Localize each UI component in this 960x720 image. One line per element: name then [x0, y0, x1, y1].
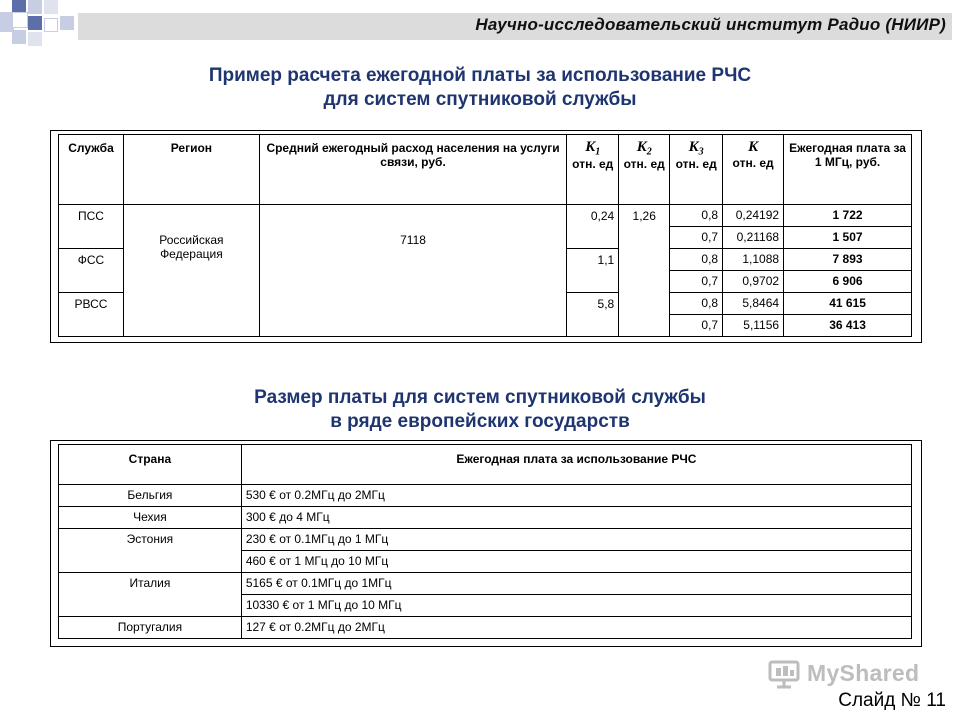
k3-value: 0,7: [670, 271, 723, 293]
service-name: ПСС: [59, 205, 124, 249]
table2-heading: [0, 386, 960, 434]
fee-text: 127 € от 0.2МГц до 2МГц: [241, 617, 911, 639]
k2-unit: отн. ед: [623, 157, 665, 172]
k2-symbol: K: [636, 139, 647, 155]
fee-text: 5165 € от 0.1МГц до 1МГц: [241, 573, 911, 595]
watermark-text: MyShared: [807, 659, 920, 686]
fee-value: 1 507: [784, 227, 912, 249]
k3-unit: отн. ед: [675, 157, 717, 172]
deco-square: [28, 32, 42, 46]
country-name: Португалия: [59, 617, 242, 639]
k-value: 0,9702: [723, 271, 784, 293]
k1-unit: отн. ед: [572, 157, 614, 172]
k1-symbol: K: [585, 139, 596, 155]
corner-decoration: [0, 0, 80, 60]
fee-calculation-table: [58, 134, 912, 337]
k-value: 5,1156: [723, 315, 784, 337]
k-unit: отн. ед: [732, 156, 774, 170]
fee-value: 6 906: [784, 271, 912, 293]
table2-row: [59, 485, 912, 507]
deco-square: [44, 0, 58, 14]
table1-heading-line1: Пример расчета ежегодной платы за использование РЧС: [208, 65, 752, 86]
expense-cell: 7118: [259, 205, 566, 337]
fee-value: 7 893: [784, 249, 912, 271]
watermark: [767, 656, 919, 690]
deco-square: [28, 0, 42, 14]
deco-square: [12, 30, 26, 44]
k2-value: 1,26: [619, 205, 670, 337]
k1-subscript: 1: [595, 146, 601, 158]
table1-header-row: [59, 135, 912, 205]
european-fees-table: [58, 444, 912, 639]
col-header-country: Страна: [59, 445, 242, 485]
col-header-k1: [567, 135, 619, 205]
table1-row: [59, 205, 912, 227]
table2-row: [59, 507, 912, 529]
table2-row: [59, 529, 912, 551]
table2-heading-line2: в ряде европейских государств: [330, 411, 630, 432]
k3-value: 0,7: [670, 315, 723, 337]
service-name: РВСС: [59, 293, 124, 337]
k-value: 1,1088: [723, 249, 784, 271]
col-header-k3: [670, 135, 723, 205]
fee-text: 530 € от 0.2МГц до 2МГц: [241, 485, 911, 507]
slide-number: Слайд № 11: [838, 690, 946, 711]
header-title: Научно-исследовательский институт Радио (НИИР): [475, 15, 946, 34]
table1-heading: [0, 64, 960, 112]
k3-value: 0,8: [670, 205, 723, 227]
col-header-region: Регион: [123, 135, 259, 205]
table2-row: [59, 573, 912, 595]
k3-value: 0,7: [670, 227, 723, 249]
table2-header-row: [59, 445, 912, 485]
country-name: Италия: [59, 573, 242, 617]
col-header-k: [723, 135, 784, 205]
fee-text: 230 € от 0.1МГц до 1 МГц: [241, 529, 911, 551]
fee-value: 41 615: [784, 293, 912, 315]
service-name: ФСС: [59, 249, 124, 293]
country-name: Чехия: [59, 507, 242, 529]
k3-value: 0,8: [670, 249, 723, 271]
col-header-service: Служба: [59, 135, 124, 205]
k1-value: 1,1: [567, 249, 619, 293]
k1-value: 5,8: [567, 293, 619, 337]
k-value: 0,24192: [723, 205, 784, 227]
fee-value: 36 413: [784, 315, 912, 337]
table2-heading-line1: Размер платы для систем спутниковой службы: [254, 387, 706, 408]
deco-square: [28, 16, 42, 30]
region-cell: Российская Федерация: [123, 205, 259, 337]
fee-text: 10330 € от 1 МГц до 10 МГц: [241, 595, 911, 617]
col-header-k2: [619, 135, 670, 205]
country-name: Бельгия: [59, 485, 242, 507]
k1-value: 0,24: [567, 205, 619, 249]
fee-value: 1 722: [784, 205, 912, 227]
col-header-annual-fee: Ежегодная плата за использование РЧС: [241, 445, 911, 485]
deco-square: [12, 12, 28, 28]
k3-subscript: 3: [698, 146, 704, 158]
k-value: 5,8464: [723, 293, 784, 315]
country-name: Эстония: [59, 529, 242, 573]
presentation-icon: [767, 656, 801, 690]
fee-text: 460 € от 1 МГц до 10 МГц: [241, 551, 911, 573]
deco-square: [44, 18, 58, 32]
col-header-fee: Ежегодная плата за 1 МГц, руб.: [784, 135, 912, 205]
table1-heading-line2: для систем спутниковой службы: [323, 89, 637, 110]
k3-value: 0,8: [670, 293, 723, 315]
k3-symbol: K: [688, 139, 699, 155]
table2-row: [59, 617, 912, 639]
k-value: 0,21168: [723, 227, 784, 249]
fee-text: 300 € до 4 МГц: [241, 507, 911, 529]
k2-subscript: 2: [646, 146, 652, 158]
deco-square: [60, 16, 74, 30]
k-symbol: K: [748, 139, 759, 155]
col-header-expense: Средний ежегодный расход населения на услуги связи, руб.: [259, 135, 566, 205]
